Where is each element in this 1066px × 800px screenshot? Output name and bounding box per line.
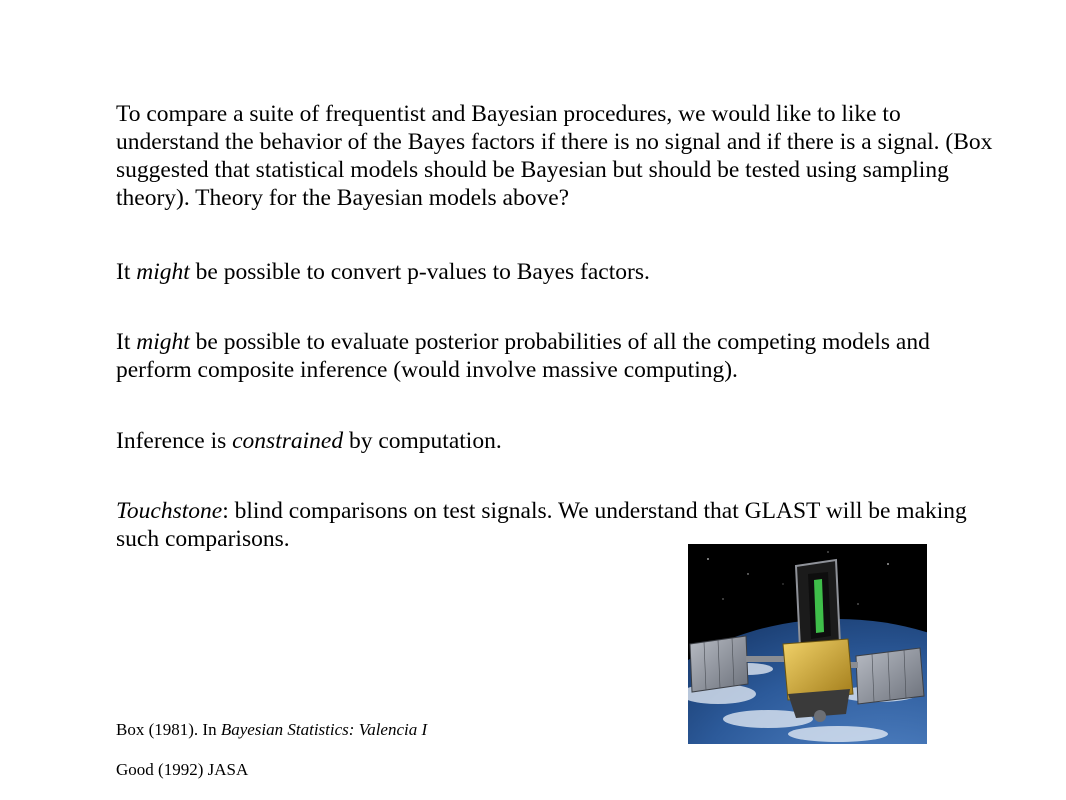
- paragraph-touchstone: Touchstone: blind comparisons on test signals. We understand that GLAST will be making such comparisons.: [116, 498, 967, 552]
- paragraph-comparison: To compare a suite of frequentist and Bayesian procedures, we would like to like to understand the behavior of the Bayes factors if there is no signal and if there is a signal. (Box suggested that statistical models should be Bayesian but should be tested using sampling theory). Theory for the Bayesian models above?: [116, 101, 993, 211]
- paragraph-pvalues: It might be possible to convert p-values to Bayes factors.: [116, 259, 650, 285]
- reference-box: Box (1981). In Bayesian Statistics: Valencia I: [116, 720, 428, 739]
- paragraph-inference: Inference is constrained by computation.: [116, 428, 502, 454]
- reference-good: Good (1992) JASA: [116, 760, 249, 779]
- paragraph-posterior: It might be possible to evaluate posterior probabilities of all the competing models and perform composite inference (would involve massive computing).: [116, 329, 930, 383]
- satellite-image: [688, 544, 927, 744]
